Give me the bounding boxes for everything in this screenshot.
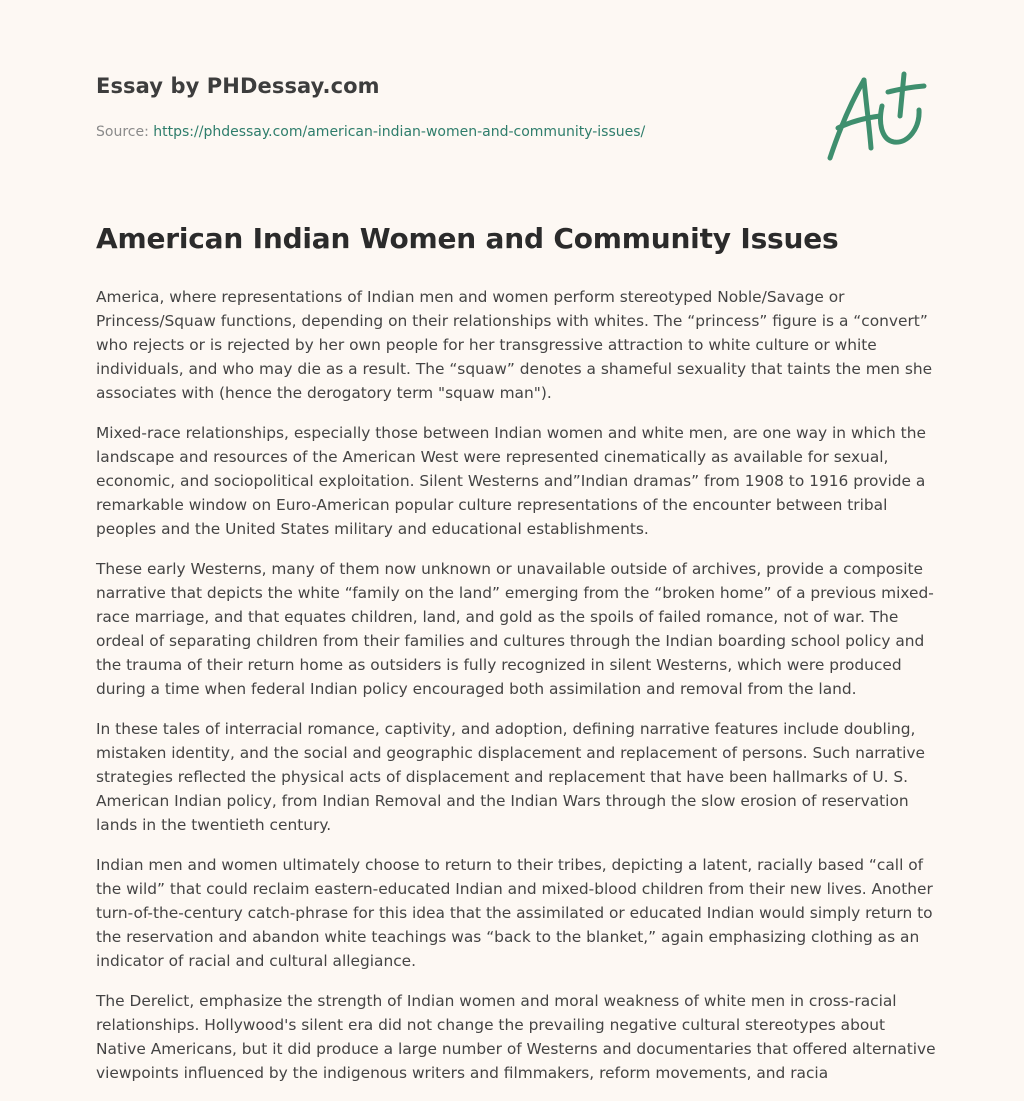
essay-paragraph: In these tales of interracial romance, captivity, and adoption, defining narrative features include doubling, mistaken identity, and the social and geographic displacement and replacement of persons. Such narrative strategies reflected the physical acts of displacement and replacement that have been hallmarks of U. S. American Indian policy, from Indian Removal and the Indian Wars through the slow erosion of reservation lands in the twentieth century. [96,720,925,834]
essay-paragraph: Indian men and women ultimately choose to return to their tribes, depicting a latent, racially based “call of the wild” that could reclaim eastern-educated Indian and mixed-blood children from their new lives. Another turn-of-the-century catch-phrase for this idea that the assimilated or educated Indian would simply return to the reservation and abandon white teachings was “back to the blanket,” again emphasizing clothing as an indicator of racial and cultural allegiance. [96,856,933,970]
a-plus-grade-icon [820,66,928,166]
essay-paragraph: America, where representations of Indian men and women perform stereotyped Noble/Savage or Princess/Squaw functions, depending on their relationships with whites. The “princess” figure is a “convert” who rejects or is rejected by her own people for her transgressive attraction to white culture or white individuals, and who may die as a result. The “squaw” denotes a shameful sexuality that taints the men she associates with (hence the derogatory term "squaw man"). [96,288,933,402]
source-line [96,124,645,140]
essay-paragraph: These early Westerns, many of them now unknown or unavailable outside of archives, provide a composite narrative that depicts the white “family on the land” emerging from the “broken home” of a previous mixed-race marriage, and that equates children, land, and gold as the spoils of failed romance, not of war. The ordeal of separating children from their families and cultures through the Indian boarding school policy and the trauma of their return home as outsiders is fully recognized in silent Westerns, which were produced during a time when federal Indian policy encouraged both assimilation and removal from the land. [96,560,934,698]
source-link[interactable]: https://phdessay.com/american-indian-women-and-community-issues/ [153,124,646,140]
source-label: Source: [96,124,149,140]
essay-body [96,285,936,1101]
site-brand: Essay by PHDessay.com [96,74,380,98]
essay-header [96,74,928,140]
essay-paragraph: The Derelict, emphasize the strength of Indian women and moral weakness of white men in cross-racial relationships. Hollywood's silent era did not change the prevailing negative cultural stereotypes about Native Americans, but it did produce a large number of Westerns and documentaries that offered alternative viewpoints influenced by the indigenous writers and filmmakers, reform movements, and racia [96,992,936,1082]
essay-title: American Indian Women and Community Issues [96,222,839,255]
essay-paragraph: Mixed-race relationships, especially those between Indian women and white men, are one way in which the landscape and resources of the American West were represented cinematically as available for sexual, economic, and sociopolitical exploitation. Silent Westerns and”Indian dramas” from 1908 to 1916 provide a remarkable window on Euro-American popular culture representations of the encounter between tribal peoples and the United States military and educational establishments. [96,424,926,538]
